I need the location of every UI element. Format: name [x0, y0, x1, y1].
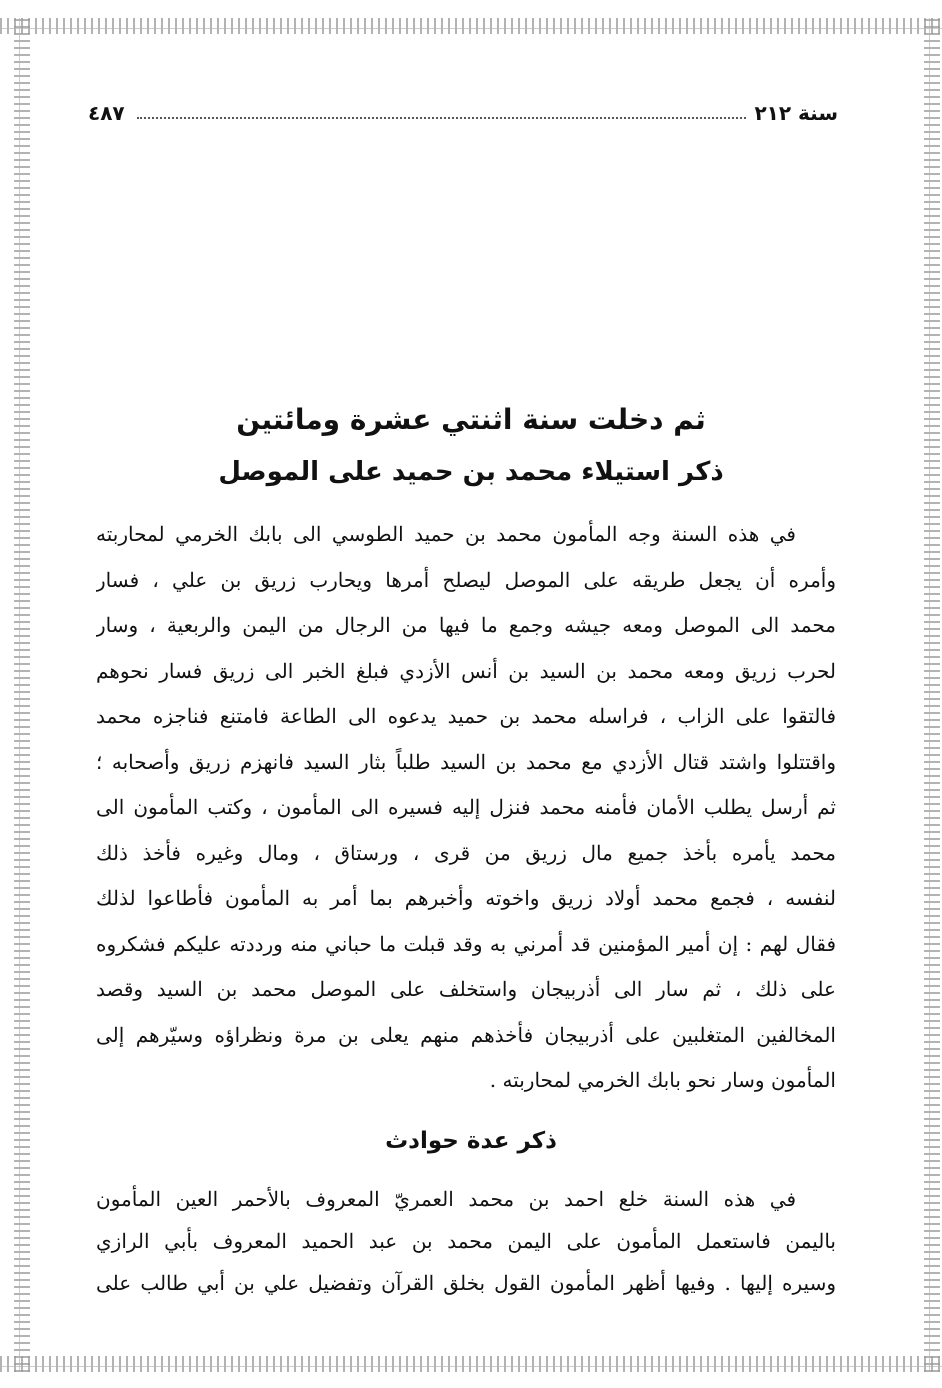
- text-line: وسيره إليها . وفيها أظهر المأمون القول بخلق القرآن وتفضيل علي بن أبي طالب على: [96, 1271, 836, 1295]
- text-line: في هذه السنة خلع احمد بن محمد العمريّ المعروف بالأحمر العين المأمون: [96, 1187, 796, 1211]
- chapter-heading: ثم دخلت سنة اثنتي عشرة ومائتين: [236, 403, 706, 436]
- text-line: واقتتلوا واشتد قتال الأزدي مع محمد بن السيد طلباً بثار السيد فانهزم زريق وأصحابه ؛: [96, 749, 836, 774]
- text-line: فقال لهم : إن أمير المؤمنين قد أمرني به وقد قبلت ما حباني منه ورددته عليكم فشكروه: [96, 931, 836, 956]
- page-border-top: [0, 18, 942, 34]
- text-line: محمد الى الموصل ومعه جيشه وجمع ما فيها من الرجال من اليمن والربعية ، وسار: [96, 613, 836, 637]
- text-line: على ذلك ، ثم سار الى أذربيجان واستخلف على الموصل محمد بن السيد وقصد: [96, 977, 836, 1001]
- text-line: فالتقوا على الزاب ، فراسله محمد بن حميد يدعوه الى الطاعة فامتنع فناجزه محمد: [96, 704, 836, 728]
- text-line: المأمون وسار نحو بابك الخرمي لمحاربته .: [489, 1068, 836, 1092]
- text-line: لنفسه ، فجمع محمد أولاد زريق واخوته وأخبرهم بما أمر به المأمون فأطاعوا لذلك: [96, 886, 836, 910]
- running-head-leader-dots: [137, 117, 747, 119]
- text-line: باليمن فاستعمل المأمون على اليمن محمد بن عبد الحميد المعروف بأبي الرازي: [96, 1229, 836, 1253]
- section-heading-mosul: ذكر استيلاء محمد بن حميد على الموصل: [218, 457, 724, 487]
- text-line: وأمره أن يجعل طريقه على الموصل ليصلح أمرها ويحارب زريق بن علي ، فسار: [96, 567, 836, 592]
- running-head-title: سنة ٢١٢: [754, 101, 838, 125]
- paragraph-events: [96, 1178, 836, 1304]
- text-line: ثم أرسل يطلب الأمان فأمنه محمد فنزل إليه فسيره الى المأمون ، وكتب المأمون الى: [96, 795, 836, 819]
- text-line: لحرب زريق ومعه محمد بن السيد بن أنس الأزدي فبلغ الخبر الى زريق فسار نحوهم: [96, 658, 836, 683]
- page-number: ٤٨٧: [88, 101, 125, 125]
- page-border-right: [924, 18, 940, 1372]
- page-border-bottom: [0, 1356, 942, 1372]
- paragraph-mosul: [96, 512, 836, 1104]
- section-heading-events: ذكر عدة حوادث: [385, 1128, 557, 1154]
- running-head: [88, 96, 838, 130]
- text-line: في هذه السنة وجه المأمون محمد بن حميد الطوسي الى بابك الخرمي لمحاربته: [96, 522, 796, 546]
- text-line: المخالفين المتغلبين على أذربيجان فأخذهم منهم يعلى بن مرة ونظراؤه وسيّرهم إلى: [96, 1022, 836, 1047]
- page-border-left: [14, 18, 30, 1372]
- text-line: محمد يأمره بأخذ جميع مال زريق من قرى ، ورستاق ، ومال وغيره فأخذ ذلك: [96, 840, 836, 865]
